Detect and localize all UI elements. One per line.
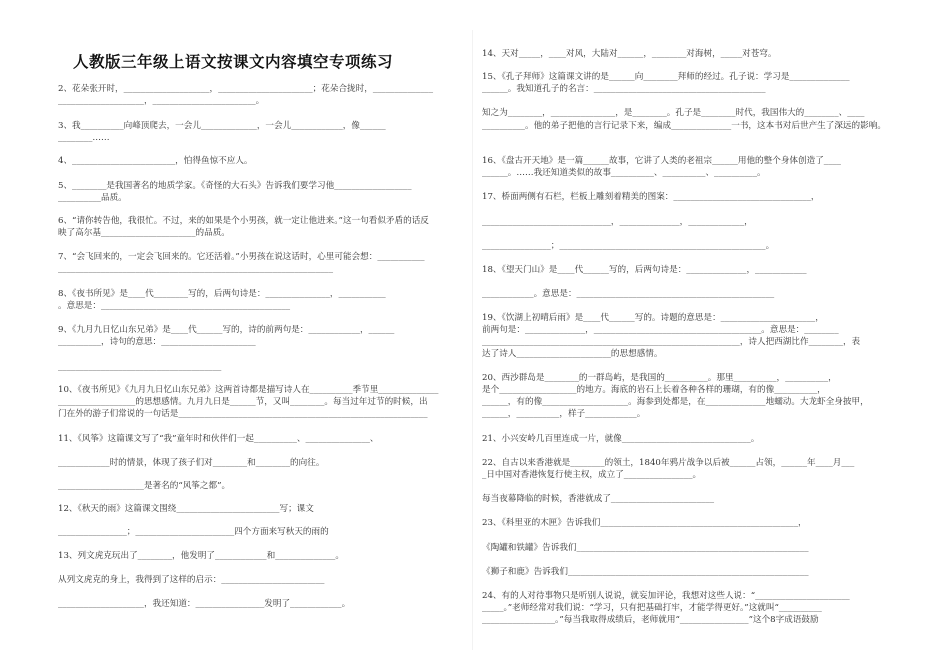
right-line: ______________________________，______________，_____________，	[482, 217, 753, 227]
right-line: ______，__________，样子____________。	[482, 409, 646, 419]
page-title: 人教版三年级上语文按课文内容填空专项练习	[72, 52, 393, 71]
right-line: ____________。意思是：______________________________________________	[482, 289, 775, 299]
right-line: 21、小兴安岭几百里连成一片，就像______________________________。	[482, 434, 760, 444]
left-line: 4、________________________，怕得鱼惊不应人。	[58, 156, 253, 166]
right-line: 24、有的人对待事物只是听别人说说，就妄加评论，我想对这些人说：“______________________	[482, 591, 850, 601]
page-divider	[472, 30, 473, 650]
right-line: 18、《望天门山》是____代______写的，后两句诗是：______________，____________	[482, 265, 807, 275]
right-line: 每当夜幕降临的时候，香港就成了________________________	[482, 494, 715, 504]
right-line: 15、《孔子拜师》这篇课文讲的是______向________拜师的经过。孔子说：学习是______________	[482, 72, 850, 82]
right-line: _日中国对香港恢复行使主权，成立了________________。	[482, 470, 702, 480]
right-line: _________________。”每当我取得成绩后，老师就用“________________”这个8字成语鼓励	[482, 615, 819, 625]
left-line: ____________时的情景，体现了孩子们对________和________的向往。	[58, 458, 325, 468]
right-line: 23、《科里亚的木匣》告诉我们______________________________________________，	[482, 518, 807, 528]
left-line: 从列文虎克的身上，我得到了这样的启示：________________________	[58, 575, 325, 585]
left-line: ________________________________________________________________	[58, 264, 333, 274]
right-line: 知之为________，_______________，是________。孔子是________时代，我国伟大的________、____	[482, 108, 865, 118]
left-line: __________，诗句的意思：______________________	[58, 337, 256, 347]
right-line: ________________；________________________________________________。	[482, 241, 775, 251]
right-line: 《狮子和鹿》告诉我们________________________________________________________	[482, 567, 809, 577]
right-line: _____。”老师经常对我们说：“学习，只有把基础打牢，才能学得更好。”这就叫“__________	[482, 603, 822, 613]
right-line: 19、《饮湖上初晴后雨》是____代______写的。诗题的意思是：______________________，	[482, 313, 824, 323]
right-line: 前两句是：______________，_______________________________________。意思是：________	[482, 325, 839, 335]
left-line: 5、________是我国著名的地质学家。《奇怪的大石头》告诉我们要学习他__________________	[58, 181, 412, 191]
right-line: ____________________________________________________________，诗人把西湖比作________，表	[482, 337, 861, 347]
right-line: 17、桥面两侧有石栏，栏板上雕刻着精美的图案：________________________________，	[482, 192, 820, 202]
right-line: ______，有的像____________________。海参到处都是，在______________地蠕动。大龙虾全身披甲，	[482, 397, 869, 407]
left-line: __________品质。	[58, 193, 127, 203]
left-line: 2、花朵张开时，____________________，______________________；花朵合拢时，______________	[58, 84, 433, 94]
left-line: 11、《风筝》这篇课文写了“我”童年时和伙伴们一起__________、_______________、	[58, 434, 379, 444]
left-line: ______________________________________	[58, 362, 222, 372]
left-line: 13、列文虎克玩出了________，他发明了____________和______________。	[58, 551, 344, 561]
left-line: 。意思是：____________________________________________	[58, 301, 291, 311]
right-line: ______。我知道孔子的名言：________________________________________	[482, 84, 766, 94]
right-line: 20、西沙群岛是________的一群岛屿，是我国的__________。那里__________，__________，	[482, 373, 837, 383]
right-line: 《陶罐和铁罐》告诉我们______________________________________________________	[482, 543, 809, 553]
left-line: 8、《夜书所见》是____代________写的，后两句诗是：_______________，___________	[58, 289, 386, 299]
left-line: 7、“会飞回来的，一定会飞回来的。它还活着。”小男孩在说这话时，心里可能会想：___________	[58, 252, 425, 262]
right-line: ______。……我还知道类似的故事__________、__________、__________。	[482, 168, 766, 178]
left-line: ____________________，________________________。	[58, 96, 265, 106]
left-line: ____________________，我还知道：________________发明了____________。	[58, 599, 351, 609]
left-line: __________________的思想感情。九月九日是______节，又叫________。每当过年过节的时候，出	[58, 397, 428, 407]
left-line: 6、“请你转告他，我很忙。不过，来的如果是个小男孩，就一定让他进来。”这一句看似矛盾的话反	[58, 216, 429, 226]
left-line: 12、《秋天的雨》这篇课文围绕________________________写；课文	[58, 504, 314, 514]
left-line: 3、我__________向峰顶爬去，一会儿_____________，一会儿____________，像______	[58, 121, 386, 131]
left-line: 9、《九月九日忆山东兄弟》是____代______写的，诗的前两句是：____________，______	[58, 325, 395, 335]
left-line: ________________；_______________________四个方面来写秋天的雨的	[58, 527, 329, 537]
left-line: 10、《夜书所见》《九月九日忆山东兄弟》这两首诗都是描写诗人在__________季节里______________	[58, 385, 439, 395]
right-line: 是个__________________的地方。海底的岩石上长着各种各样的珊瑚，有的像__________，	[482, 385, 826, 395]
right-line: 22、自古以来香港就是________的领土，1840年鸦片战争以后被______占领，______年____月___	[482, 458, 855, 468]
right-line: 达了诗人______________________的思想感情。	[482, 349, 663, 359]
left-line: ____________________是著名的“风筝之都”。	[58, 481, 231, 491]
left-line: ________……	[58, 133, 110, 143]
right-line: 16、《盘古开天地》是一篇______故事，它讲了人类的老祖宗______用他的整个身体创造了____	[482, 156, 841, 166]
left-line: 映了高尔基______________________的品质。	[58, 228, 230, 238]
right-line: 14、天对_____，____对风，大陆对______，________对海树，_____对苍穹。	[482, 49, 777, 59]
left-line: 门在外的游子们常说的一句话是__________________________________________________________	[58, 409, 428, 419]
right-line: __________。他的弟子把他的言行记录下来，编成______________一书，这本书对后世产生了深远的影响。	[482, 121, 886, 131]
